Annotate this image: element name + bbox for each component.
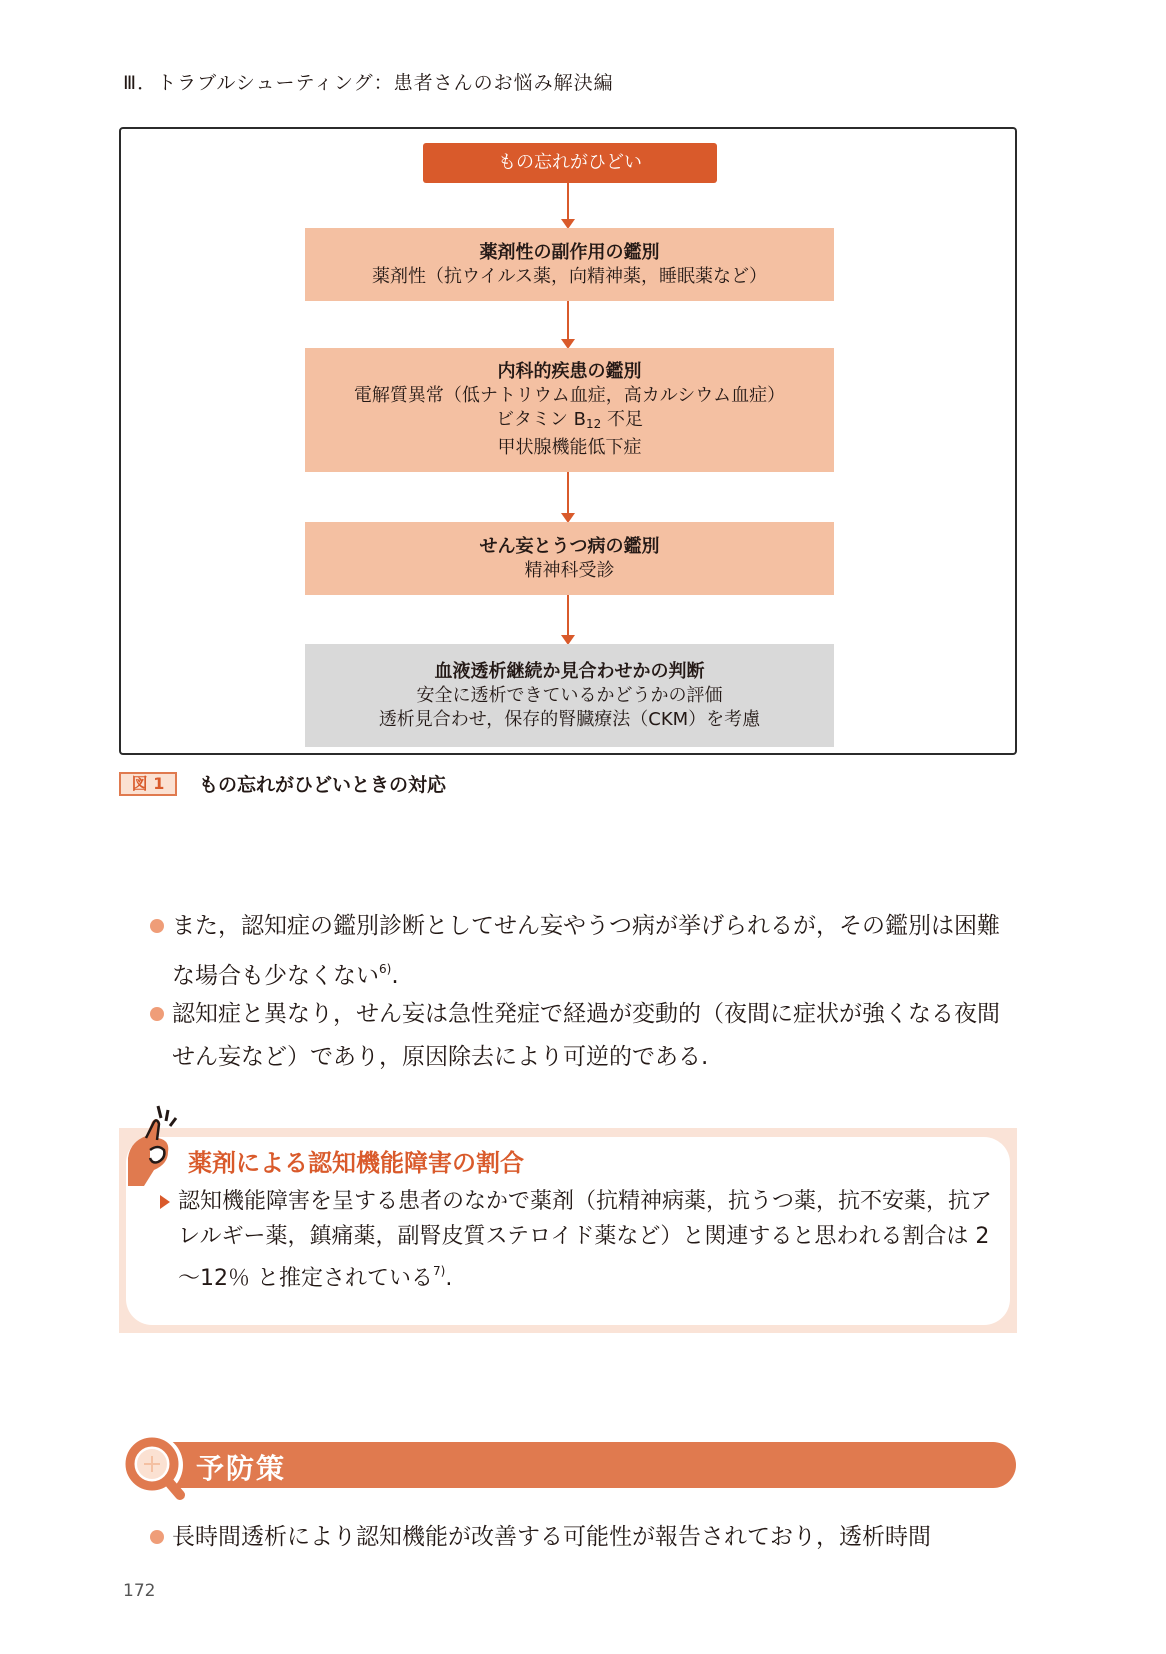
bullet-dot	[150, 919, 164, 933]
paragraph-end: .	[391, 963, 399, 989]
paragraph-text: 長時間透析により認知機能が改善する可能性が報告されており，透析時間	[172, 1524, 931, 1550]
running-head: Ⅲ．トラブルシューティング：患者さんのお悩み解決編	[123, 72, 614, 94]
paragraph	[150, 1516, 1016, 1559]
figure-caption	[119, 770, 446, 797]
bullet-dot	[150, 1007, 164, 1021]
flow-arrow	[567, 183, 569, 227]
magnifier-icon	[120, 1433, 188, 1501]
reference-mark: 6)	[379, 962, 392, 976]
triangle-bullet-icon	[160, 1195, 170, 1209]
flow-step-line: 薬剤性（抗ウイルス薬，向精神薬，睡眠薬など）	[372, 265, 767, 287]
flow-step-internal	[305, 348, 834, 472]
paragraph	[150, 905, 1016, 998]
paragraph-body: また，認知症の鑑別診断としてせん妄やうつ病が挙げられるが，その鑑別は困難な場合も少なくない	[172, 913, 1000, 989]
flow-arrow	[567, 301, 569, 347]
section-banner	[160, 1442, 1016, 1488]
vitamin-text-end: 不足	[601, 409, 644, 430]
figure-caption-text: もの忘れがひどいときの対応	[199, 774, 447, 796]
paragraph	[150, 993, 1016, 1079]
paragraph-text	[172, 905, 1016, 998]
paragraph-text: 認知症と異なり，せん妄は急性発症で経過が変動的（夜間に症状が強くなる夜間せん妄など）であり，原因除去により可逆的である.	[172, 1001, 1000, 1070]
flow-step-title: せん妄とうつ病の鑑別	[479, 535, 660, 557]
flow-arrow	[567, 595, 569, 643]
flow-step-line: 甲状腺機能低下症	[497, 437, 642, 458]
page-number: 172	[123, 1581, 156, 1601]
vitamin-text: ビタミン B	[495, 409, 587, 430]
flow-start-box: もの忘れがひどい	[423, 143, 717, 183]
flow-step-line: 安全に透析できているかどうかの評価	[416, 684, 723, 706]
section-title: 予防策	[196, 1452, 287, 1485]
flow-step-line: 透析見合わせ，保存的腎臓療法（CKM）を考慮	[378, 708, 761, 730]
note-text: 認知機能障害を呈する患者のなかで薬剤（抗精神病薬，抗うつ薬，抗不安薬，抗アレルギー薬，鎮痛薬，副腎皮質ステロイド薬など）と関連すると思われる割合は 2～12％ と推定されている	[178, 1189, 993, 1291]
bullet-dot	[150, 1530, 164, 1544]
flow-step-line: 電解質異常（低ナトリウム血症，高カルシウム血症）	[353, 385, 786, 406]
flow-arrow	[567, 472, 569, 521]
flow-step-line	[496, 408, 643, 436]
flow-step-delirium	[305, 522, 834, 595]
flow-step-line: 精神科受診	[524, 559, 615, 581]
pointing-hand-icon	[124, 1100, 188, 1186]
flow-step-drug	[305, 228, 834, 301]
reference-mark: 7)	[433, 1264, 446, 1278]
figure-label: 図 1	[119, 772, 177, 796]
flow-step-title: 薬剤性の副作用の鑑別	[479, 241, 660, 263]
note-body	[178, 1184, 998, 1296]
flow-step-title: 内科的疾患の鑑別	[497, 361, 642, 382]
flow-step-decision	[305, 644, 834, 747]
note-text-end: .	[445, 1266, 453, 1291]
note-title: 薬剤による認知機能障害の割合	[188, 1149, 524, 1177]
vitamin-subscript: 12	[586, 417, 602, 431]
flow-step-title: 血液透析継続か見合わせかの判断	[434, 660, 705, 682]
